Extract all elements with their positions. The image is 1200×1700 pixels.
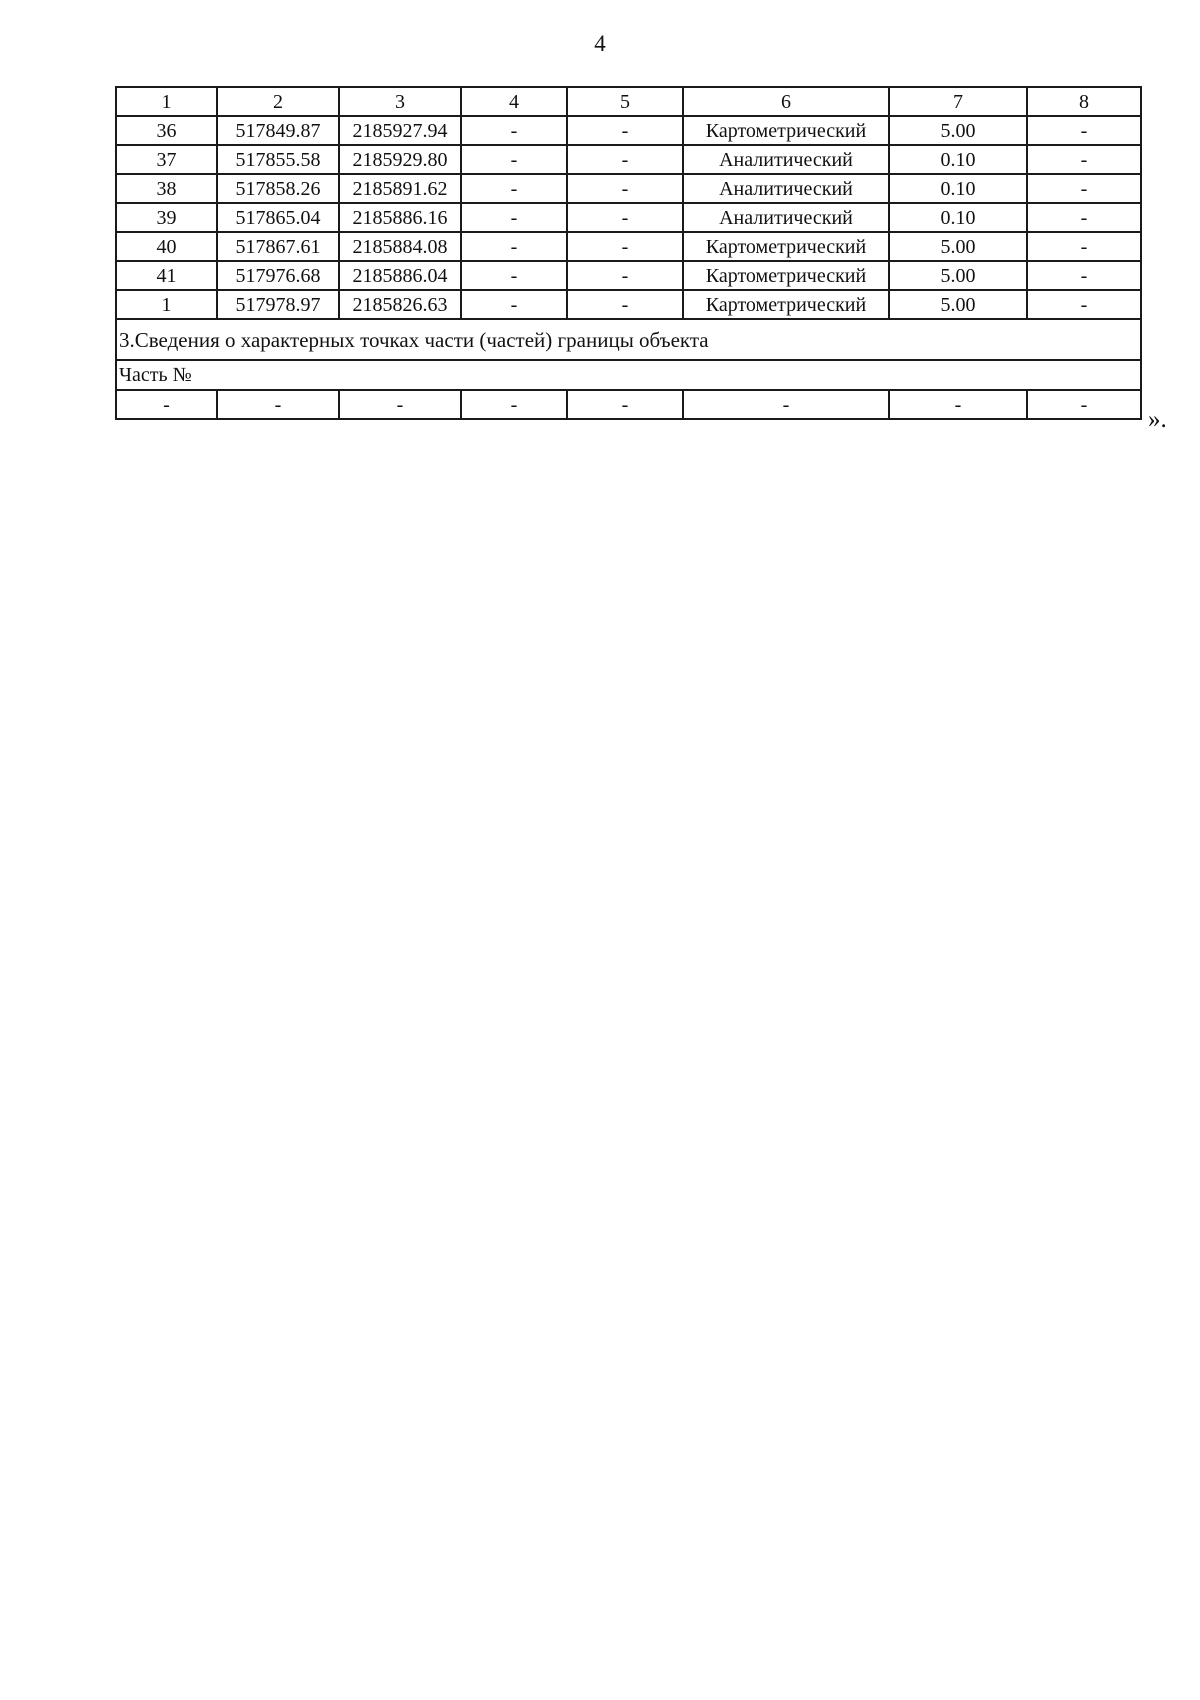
table-cell-col-4: - — [461, 203, 567, 232]
section-title-row — [116, 319, 1141, 360]
closing-quote-mark: ». — [1148, 406, 1167, 433]
table-cell-col-6: Картометрический — [683, 290, 889, 319]
table-cell-col-7: 0.10 — [889, 145, 1027, 174]
table-cell-col-2: 2 — [217, 87, 339, 116]
table-cell-col-3: 3 — [339, 87, 461, 116]
boundary-points-table — [115, 86, 1142, 420]
table-cell-col-7: 7 — [889, 87, 1027, 116]
part-data-row — [116, 390, 1141, 419]
table-cell-col-8: - — [1027, 174, 1141, 203]
table-row — [116, 290, 1141, 319]
table-cell-col-7: 5.00 — [889, 261, 1027, 290]
table-cell-col-1: 39 — [116, 203, 217, 232]
table-cell-col-4: - — [461, 145, 567, 174]
table-cell-col-2: 517855.58 — [217, 145, 339, 174]
table-cell-col-1: 36 — [116, 116, 217, 145]
table-cell-col-3: 2185929.80 — [339, 145, 461, 174]
table-cell-col-1: 40 — [116, 232, 217, 261]
table-cell-col-5: - — [567, 290, 683, 319]
table-cell-col-1: 41 — [116, 261, 217, 290]
table-cell-col-6: Картометрический — [683, 232, 889, 261]
table-cell-col-3: 2185884.08 — [339, 232, 461, 261]
table-cell-col-3: 2185826.63 — [339, 290, 461, 319]
table-cell-col-1: - — [116, 390, 217, 419]
table-cell-col-6: Аналитический — [683, 203, 889, 232]
table-cell-col-5: - — [567, 390, 683, 419]
table-cell-col-8: - — [1027, 203, 1141, 232]
table-row — [116, 116, 1141, 145]
table-cell-col-7: 0.10 — [889, 174, 1027, 203]
table-cell-col-2: 517858.26 — [217, 174, 339, 203]
table-cell-col-7: 5.00 — [889, 290, 1027, 319]
part-number-label: Часть № — [116, 360, 1141, 390]
table-cell-col-5: - — [567, 203, 683, 232]
table-cell-col-2: 517867.61 — [217, 232, 339, 261]
table-cell-col-7: 5.00 — [889, 232, 1027, 261]
table-cell-col-2: - — [217, 390, 339, 419]
table-cell-col-6: Картометрический — [683, 116, 889, 145]
table-row — [116, 232, 1141, 261]
table-cell-col-7: 5.00 — [889, 116, 1027, 145]
page-number: 4 — [594, 31, 606, 56]
table-cell-col-6: Аналитический — [683, 145, 889, 174]
table-cell-col-8: - — [1027, 116, 1141, 145]
table-cell-col-4: - — [461, 261, 567, 290]
table-cell-col-2: 517976.68 — [217, 261, 339, 290]
table-cell-col-1: 37 — [116, 145, 217, 174]
table-cell-col-5: - — [567, 145, 683, 174]
table-cell-col-4: - — [461, 116, 567, 145]
table-cell-col-2: 517849.87 — [217, 116, 339, 145]
table-cell-col-5: - — [567, 116, 683, 145]
table-row — [116, 145, 1141, 174]
table-cell-col-3: - — [339, 390, 461, 419]
table-cell-col-8: 8 — [1027, 87, 1141, 116]
table-cell-col-8: - — [1027, 145, 1141, 174]
table-body — [116, 87, 1141, 419]
table-cell-col-4: - — [461, 232, 567, 261]
table-cell-col-6: 6 — [683, 87, 889, 116]
table-cell-col-8: - — [1027, 261, 1141, 290]
table-cell-col-8: - — [1027, 390, 1141, 419]
table-cell-col-2: 517865.04 — [217, 203, 339, 232]
table-row — [116, 203, 1141, 232]
table-cell-col-7: 0.10 — [889, 203, 1027, 232]
table-cell-col-5: 5 — [567, 87, 683, 116]
table-cell-col-3: 2185886.16 — [339, 203, 461, 232]
part-label-row — [116, 360, 1141, 390]
table-cell-col-4: - — [461, 390, 567, 419]
table-header-row — [116, 87, 1141, 116]
table-cell-col-3: 2185886.04 — [339, 261, 461, 290]
table-cell-col-5: - — [567, 261, 683, 290]
table-cell-col-4: - — [461, 174, 567, 203]
table-cell-col-1: 38 — [116, 174, 217, 203]
table-cell-col-7: - — [889, 390, 1027, 419]
table-cell-col-2: 517978.97 — [217, 290, 339, 319]
table-cell-col-4: 4 — [461, 87, 567, 116]
table-cell-col-3: 2185891.62 — [339, 174, 461, 203]
table-cell-col-3: 2185927.94 — [339, 116, 461, 145]
table-cell-col-6: - — [683, 390, 889, 419]
table-cell-col-1: 1 — [116, 290, 217, 319]
table-row — [116, 261, 1141, 290]
table-cell-col-8: - — [1027, 232, 1141, 261]
table-cell-col-6: Картометрический — [683, 261, 889, 290]
table-cell-col-4: - — [461, 290, 567, 319]
table-cell-col-8: - — [1027, 290, 1141, 319]
table-cell-col-6: Аналитический — [683, 174, 889, 203]
table-row — [116, 174, 1141, 203]
table-cell-col-1: 1 — [116, 87, 217, 116]
table-cell-col-5: - — [567, 232, 683, 261]
table-cell-col-5: - — [567, 174, 683, 203]
section-title: 3.Сведения о характерных точках части (частей) границы объекта — [116, 319, 1141, 360]
